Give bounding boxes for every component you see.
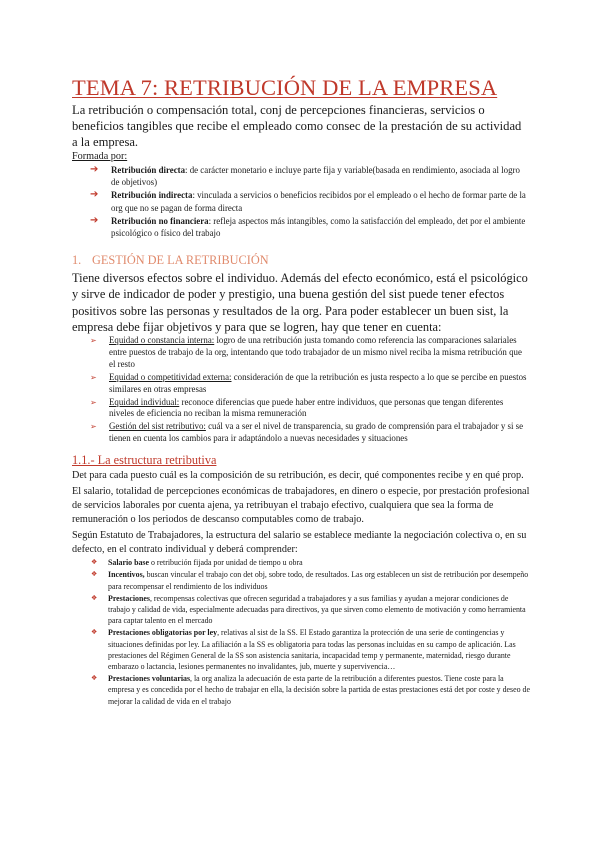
item-term: Equidad individual: <box>109 396 180 407</box>
item-text: cuál va a ser el nivel de transparencia, su grado de comprensión para el trabajador y si se tienen en cuenta los cambios para ir adaptándolo a nuevas necesidades y situaciones <box>109 421 524 444</box>
list-item <box>72 593 530 627</box>
list-item <box>72 164 530 188</box>
triangle-bullet-icon: ➢ <box>90 397 97 407</box>
list-item <box>72 673 530 707</box>
item-text: : refleja aspectos más intangibles, como la satisfacción del empleado, det por el ambiente psicológico o físico del trabajo <box>111 215 526 239</box>
item-text: : de carácter monetario e incluye parte fija y variable(basada en rendimiento, asociada al logro de objetivos) <box>111 165 520 188</box>
formada-label: Formada por: <box>72 151 128 162</box>
intro-paragraph: La retribución o compensación total, conj de percepciones financieras, servicios o beneficios tangibles que recibe el empleado como consec de la prestación de su actividad a la empresa. <box>72 103 522 149</box>
section-1-1-heading: 1.1.- La estructura retributiva <box>72 453 217 468</box>
list-item <box>72 397 530 421</box>
item-term: Retribución directa <box>111 165 186 175</box>
item-term: Incentivos, <box>108 570 145 580</box>
diamond-bullet-icon: ❖ <box>91 674 98 683</box>
formada-list <box>72 164 530 239</box>
item-text: , recompensas colectivas que ofrecen seguridad a trabajadores y a sus familias y ayudan a mejorar condiciones de trabajo y calidad de vida, especialmente adecuadas para directivos, ya que sirven como elemento de motivación y como herramienta para captar talento en el mercado <box>108 593 526 626</box>
item-term: Retribución no financiera <box>111 215 209 226</box>
diamond-bullet-icon: ❖ <box>91 593 98 602</box>
list-item <box>72 421 530 445</box>
section-1-1-paragraph-2: El salario, totalidad de percepciones económicas de trabajadores, en dinero o especie, por prestación profesional de servicios laborales por cuenta ajena, ya retribuyan el trabajo efectivo, cualquiera que sea la forma de remuneración o los periodos de descanso computables como de trabajo. <box>72 486 530 526</box>
item-text: logro de una retribución justa tomando como referencia las comparaciones salariales entre puestos de trabajo de la org, intentando que todo trabajador de un mismo nivel reciba la misma retribución que el resto <box>109 335 522 369</box>
item-term: Prestaciones obligatorias por ley <box>108 628 218 638</box>
item-term: Gestión del sist retributivo: <box>109 421 206 432</box>
item-term: Retribución indirecta <box>111 190 193 201</box>
section-1-heading <box>72 253 530 267</box>
diamond-bullet-icon: ❖ <box>91 628 98 637</box>
arrow-bullet-icon: ➔ <box>90 214 99 226</box>
triangle-bullet-icon: ➢ <box>90 336 97 346</box>
section-number: 1. <box>72 253 82 268</box>
item-text: consideración de que la retribución es justa respecto a lo que se percibe en puestos similares en otras empresas <box>109 371 527 394</box>
item-term: Prestaciones voluntarias <box>108 674 191 684</box>
item-text: , la org analiza la adecuación de esta parte de la retribución a diferentes puestos. Tiene coste para la empresa y es concedida por el hecho de trabajar en ella, la decisión sobre la partida de estas prestaciones está det por coste y deseo de mejorar la calidad de vida en el trabajo <box>108 674 530 706</box>
list-item <box>72 569 530 591</box>
item-text: , relativas al sist de la SS. El Estado garantiza la protección de una serie de contingencias y situaciones definidas por ley. La afiliación a la SS es obligatoria para todas las personas incluidas en su campo de aplicación. Las prestaciones del Régimen General de la SS son asistencia sanitaria, incapacidad temp y permanente, maternidad, riesgo durante embarazo o lactancia, lesiones permanentes no invalidantes, jub, muerte y supervivencia… <box>108 628 516 672</box>
item-term: Prestaciones <box>108 593 150 603</box>
list-item <box>72 557 530 568</box>
item-text: buscan vincular el trabajo con det obj, sobre todo, de resultados. Las org establecen un sist de retribución por desempeño para recompensar el rendimiento de los individuos <box>108 570 529 591</box>
section-1-1-paragraph-3: Según Estatuto de Trabajadores, la estructura del salario se establece mediante la negociación colectiva o, en su defecto, en el contrato individual y deberá comprender: <box>72 530 527 556</box>
list-item <box>72 335 530 371</box>
section-1-paragraph: Tiene diversos efectos sobre el individuo. Además del efecto económico, está el psicológico y sirve de indicador de poder y prestigio, una buena gestión del sist puede tener efectos positivos sobre las personas y resultados de la org. Para poder establecer un buen sist, la empresa debe fijar objetivos y para que se logren, hay que tener en cuenta: <box>72 271 528 334</box>
item-text: reconoce diferencias que puede haber entre individuos, que personas que tengan diferentes niveles de eficiencia no reciban la misma remuneración <box>109 396 504 419</box>
document-title: TEMA 7: RETRIBUCIÓN DE LA EMPRESA <box>72 75 498 100</box>
section-title: GESTIÓN DE LA RETRIBUCIÓN <box>92 253 269 268</box>
item-text: o retribución fijada por unidad de tiempo u obra <box>149 558 303 568</box>
salary-structure-list <box>72 557 530 707</box>
triangle-bullet-icon: ➢ <box>90 422 97 432</box>
list-item <box>72 627 530 672</box>
section-1-1-paragraph-1: Det para cada puesto cuál es la composición de su retribución, es decir, qué componentes recibe y en qué prop. <box>72 470 524 482</box>
list-item <box>72 189 530 213</box>
triangle-bullet-icon: ➢ <box>90 372 97 382</box>
diamond-bullet-icon: ❖ <box>91 558 98 567</box>
arrow-bullet-icon: ➔ <box>90 164 99 175</box>
item-term: Equidad o constancia interna: <box>109 335 215 346</box>
item-text: : vinculada a servicios o beneficios recibidos por el empleado o el hecho de formar parte de la org que no se pagan de forma directa <box>111 190 526 213</box>
item-term: Equidad o competitividad externa: <box>109 371 232 382</box>
list-item <box>72 215 530 239</box>
arrow-bullet-icon: ➔ <box>90 189 99 201</box>
diamond-bullet-icon: ❖ <box>91 570 98 579</box>
item-term: Salario base <box>108 558 149 568</box>
section-1-list <box>72 335 530 445</box>
list-item <box>72 372 530 396</box>
